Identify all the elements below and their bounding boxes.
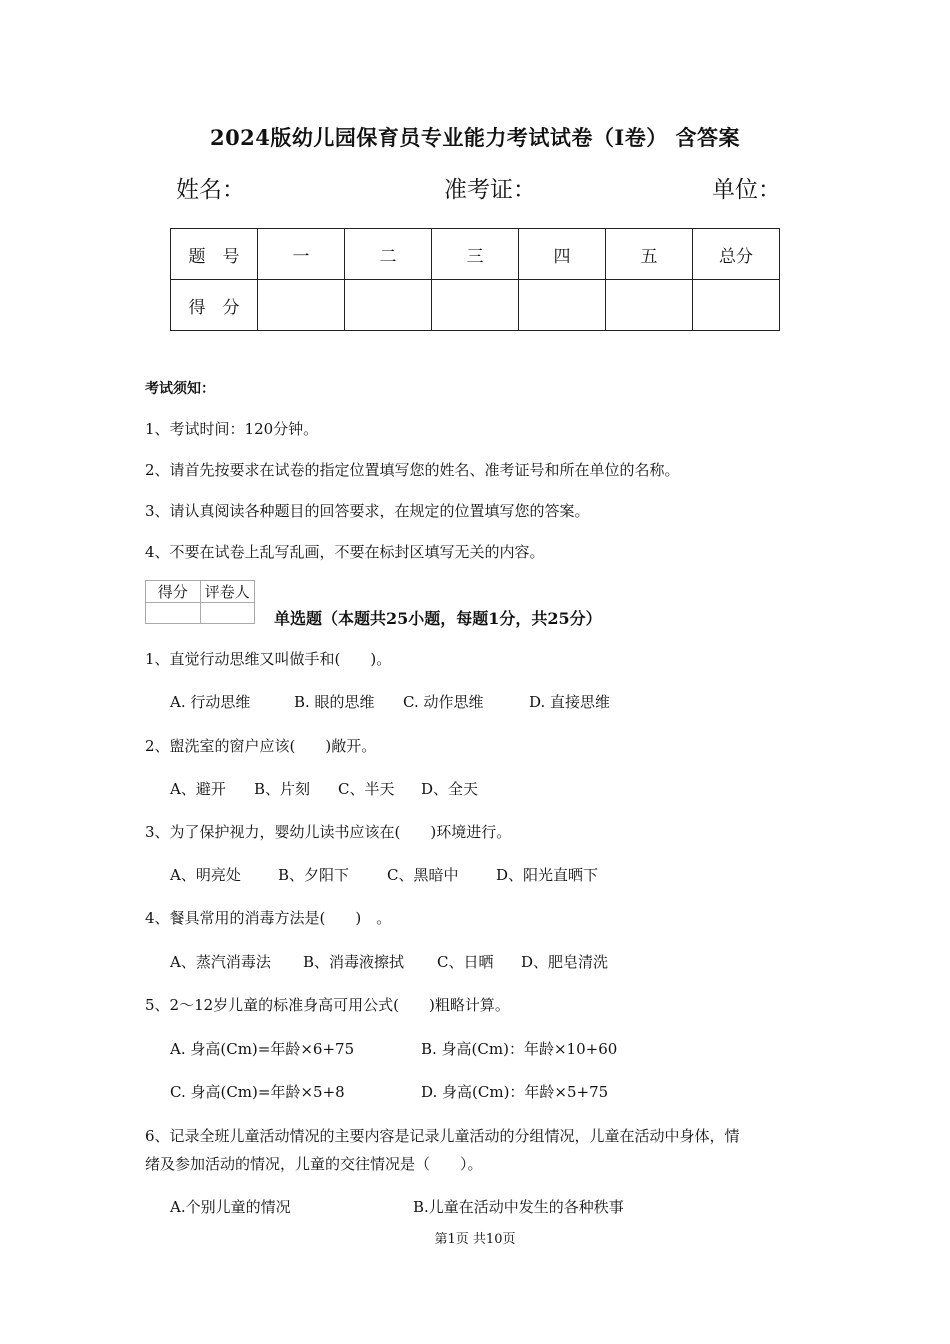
score-table-score-row — [171, 280, 780, 331]
exam-id-field-label: 准考证： — [444, 177, 536, 203]
question-option: C、半天 — [338, 780, 395, 798]
unit-field-label: 单位： — [712, 177, 781, 203]
grader-score-cell[interactable] — [146, 603, 201, 624]
notice-title: 考试须知： — [145, 381, 215, 397]
question-option: B、夕阳下 — [278, 866, 350, 884]
notice-item: 1、考试时间：120分钟。 — [145, 420, 319, 438]
score-cell[interactable] — [345, 280, 432, 331]
question-option: B.儿童在活动中发生的各种秩事 — [413, 1198, 624, 1216]
question-option: A.个别儿童的情况 — [170, 1198, 291, 1216]
question-option: C. 身高(Cm)=年龄×5+8 — [170, 1083, 345, 1101]
section-title: 单选题（本题共25小题，每题1分，共25分） — [274, 609, 602, 628]
notice-item: 4、不要在试卷上乱写乱画，不要在标封区填写无关的内容。 — [145, 543, 545, 561]
score-table-header-row — [171, 229, 780, 280]
score-table — [170, 228, 780, 331]
question-stem-continued: 绪及参加活动的情况，儿童的交往情况是（ ）。 — [145, 1155, 483, 1173]
score-table-header-cell: 三 — [432, 229, 519, 280]
page-title: 2024版幼儿园保育员专业能力考试试卷（I卷） 含答案 — [209, 125, 741, 150]
question-option: D. 直接思维 — [529, 693, 611, 711]
question-option: C. 动作思维 — [403, 693, 484, 711]
grader-name-label: 评卷人 — [200, 581, 255, 603]
question-option: B、片刻 — [254, 780, 311, 798]
score-table-header-cell: 一 — [258, 229, 345, 280]
score-table-header-cell: 二 — [345, 229, 432, 280]
grader-score-label: 得分 — [146, 581, 201, 603]
question-option: C、日晒 — [437, 953, 494, 971]
score-cell[interactable] — [693, 280, 780, 331]
score-cell[interactable] — [519, 280, 606, 331]
question-option: A. 身高(Cm)=年龄×6+75 — [170, 1040, 355, 1058]
question-option: A. 行动思维 — [170, 693, 251, 711]
score-cell[interactable] — [258, 280, 345, 331]
question-option: D、阳光直晒下 — [496, 866, 599, 884]
score-row-label: 得 分 — [171, 280, 258, 331]
score-cell[interactable] — [606, 280, 693, 331]
question-option: C、黑暗中 — [387, 866, 459, 884]
question-stem: 3、为了保护视力，婴幼儿读书应该在( )环境进行。 — [145, 823, 512, 841]
question-option: A、明亮处 — [170, 866, 241, 884]
score-table-header-cell: 总分 — [693, 229, 780, 280]
notice-item: 3、请认真阅读各种题目的回答要求，在规定的位置填写您的答案。 — [145, 502, 590, 520]
score-table-header-cell: 五 — [606, 229, 693, 280]
name-field-label: 姓名： — [176, 177, 245, 203]
question-option: B. 眼的思维 — [294, 693, 375, 711]
question-option: D、肥皂清洗 — [521, 953, 609, 971]
question-option: D. 身高(Cm)：年龄×5+75 — [421, 1083, 609, 1101]
question-option: B、消毒液擦拭 — [303, 953, 405, 971]
score-cell[interactable] — [432, 280, 519, 331]
score-table-header-cell: 题 号 — [171, 229, 258, 280]
notice-item: 2、请首先按要求在试卷的指定位置填写您的姓名、准考证号和所在单位的名称。 — [145, 461, 680, 479]
page-footer: 第1页 共10页 — [434, 1232, 516, 1247]
question-option: A、蒸汽消毒法 — [170, 953, 271, 971]
question-stem: 5、2～12岁儿童的标准身高可用公式( )粗略计算。 — [145, 996, 510, 1014]
question-stem: 4、餐具常用的消毒方法是( ) 。 — [145, 909, 392, 927]
question-option: D、全天 — [421, 780, 479, 798]
grader-name-cell[interactable] — [200, 603, 255, 624]
question-stem: 2、盥洗室的窗户应该( )敞开。 — [145, 737, 377, 755]
question-option: A、避开 — [170, 780, 226, 798]
score-table-header-cell: 四 — [519, 229, 606, 280]
grader-table — [145, 580, 255, 624]
question-stem: 6、记录全班儿童活动情况的主要内容是记录儿童活动的分组情况，儿童在活动中身体，情 — [145, 1127, 740, 1145]
question-option: B. 身高(Cm)：年龄×10+60 — [421, 1040, 618, 1058]
question-stem: 1、直觉行动思维又叫做手和( )。 — [145, 650, 392, 668]
